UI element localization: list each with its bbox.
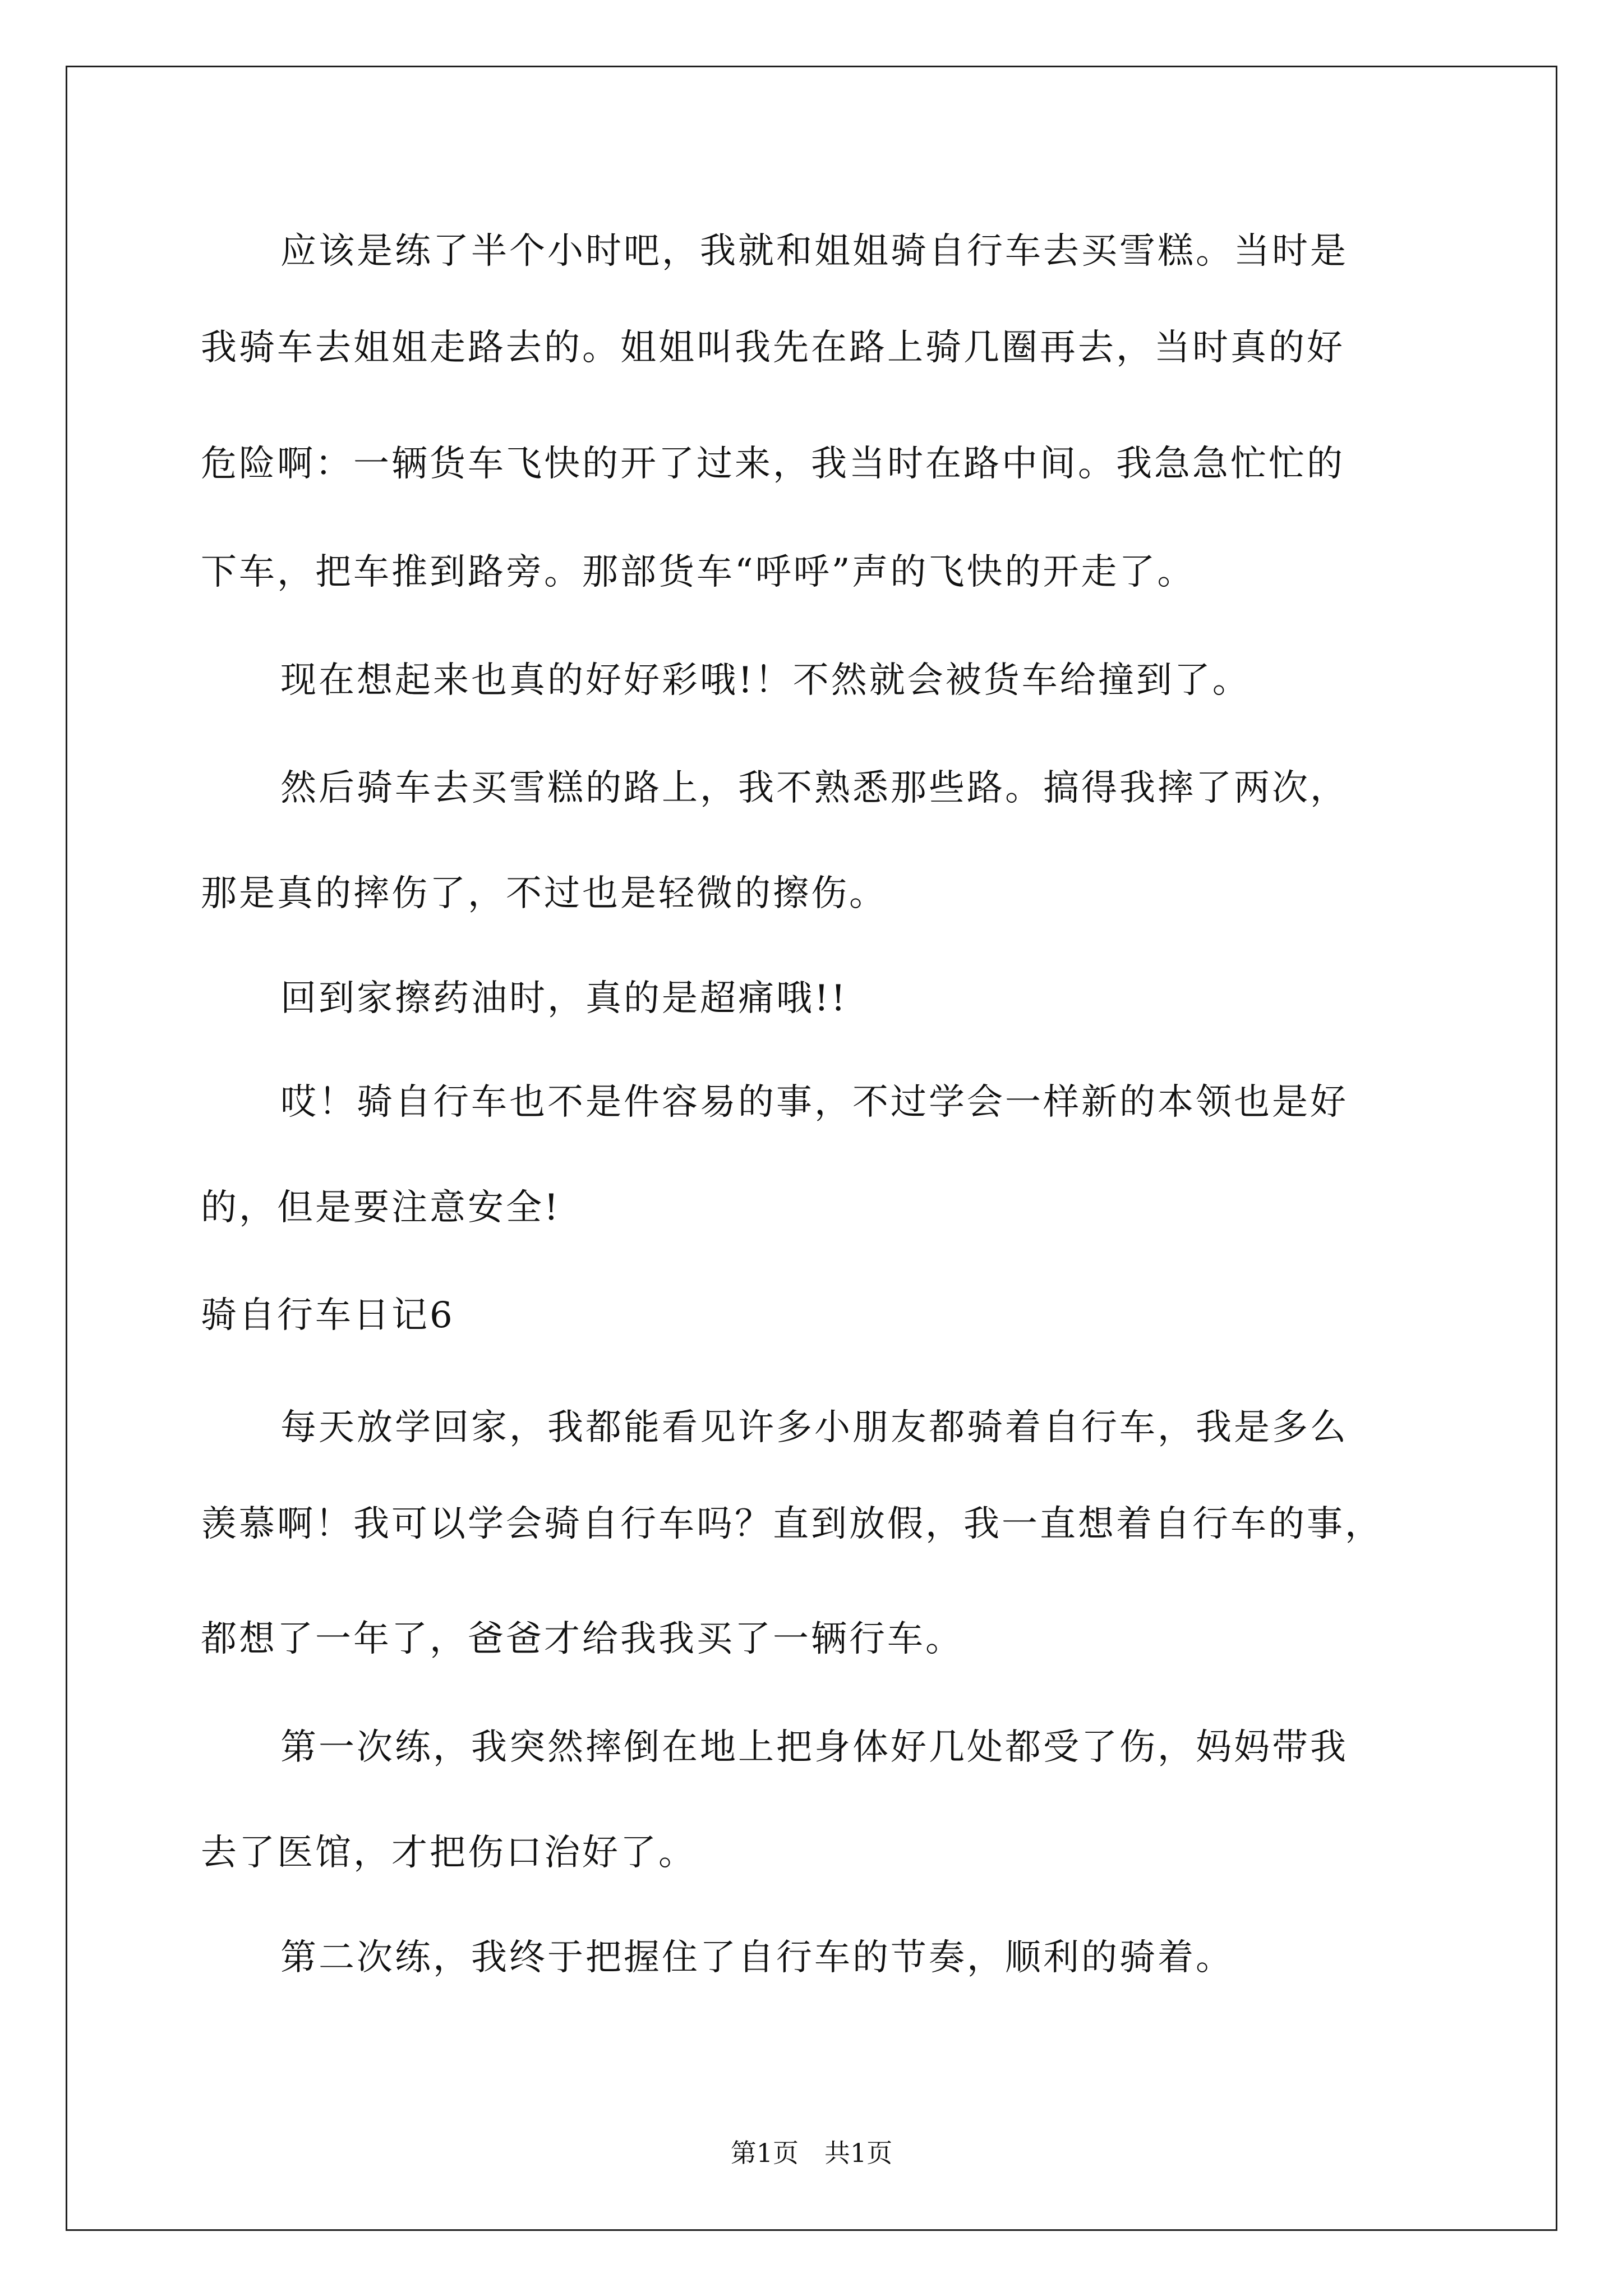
paragraph-line: 下车，把车推到路旁。那部货车“呼呼”声的飞快的开走了。 bbox=[201, 551, 1196, 593]
paragraph-line: 第二次练，我终于把握住了自行车的节奏，顺利的骑着。 bbox=[280, 1937, 1234, 1978]
paragraph-line: 那是真的摔伤了，不过也是轻微的擦伤。 bbox=[201, 873, 887, 914]
paragraph-line: 每天放学回家，我都能看见许多小朋友都骑着自行车，我是多么 bbox=[280, 1407, 1348, 1448]
page-border bbox=[66, 66, 1557, 2231]
page-indicator: 第1页 共1页 bbox=[730, 2138, 893, 2168]
paragraph-line: 羡慕啊！我可以学会骑自行车吗？直到放假，我一直想着自行车的事， bbox=[201, 1503, 1383, 1545]
paragraph-line: 然后骑车去买雪糕的路上，我不熟悉那些路。搞得我摔了两次， bbox=[280, 767, 1348, 809]
paragraph-line: 去了医馆，才把伤口治好了。 bbox=[201, 1832, 697, 1874]
section-heading: 骑自行车日记6 bbox=[201, 1295, 455, 1336]
paragraph-line: 第一次练，我突然摔倒在地上把身体好几处都受了伤，妈妈带我 bbox=[280, 1727, 1348, 1768]
paragraph-line: 应该是练了半个小时吧，我就和姐姐骑自行车去买雪糕。当时是 bbox=[280, 231, 1348, 272]
paragraph-line: 我骑车去姐姐走路去的。姐姐叫我先在路上骑几圈再去，当时真的好 bbox=[201, 327, 1345, 369]
paragraph-line: 危险啊：一辆货车飞快的开了过来，我当时在路中间。我急急忙忙的 bbox=[201, 443, 1345, 485]
paragraph-line: 哎！骑自行车也不是件容易的事，不过学会一样新的本领也是好 bbox=[280, 1082, 1348, 1123]
paragraph-line: 都想了一年了，爸爸才给我我买了一辆行车。 bbox=[201, 1618, 963, 1660]
paragraph-line: 的，但是要注意安全! bbox=[201, 1187, 561, 1228]
paragraph-line: 现在想起来也真的好好彩哦!！不然就会被货车给撞到了。 bbox=[280, 660, 1251, 701]
paragraph-line: 回到家擦药油时，真的是超痛哦!! bbox=[280, 978, 848, 1019]
